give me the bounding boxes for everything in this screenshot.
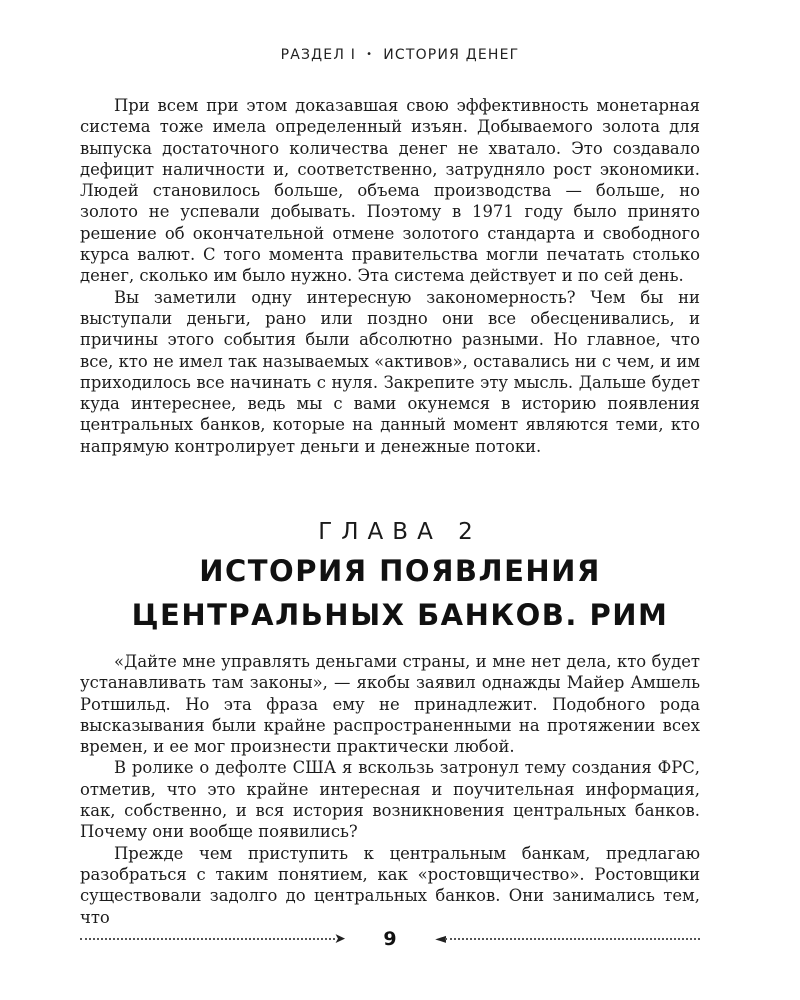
- chapter-label: ГЛАВА 2: [318, 519, 482, 545]
- paragraph: «Дайте мне управлять деньгами страны, и мне нет дела, кто будет устанавливать там законы», — якобы заявил однажды Майер Амшель Ротшильд. Но эта фраза ему не принадлежит. Подобного рода высказывания были крайне распространенными на протяжении всех времен, и ее мог произнести практически любой.: [80, 652, 700, 757]
- bottom-text-block: [80, 651, 700, 928]
- footer-arrow-right-icon: ➤: [334, 931, 346, 947]
- header-section: РАЗДЕЛ I: [280, 47, 357, 63]
- top-text-block: [80, 95, 700, 457]
- chapter-title-line-1: ИСТОРИЯ ПОЯВЛЕНИЯ: [199, 554, 601, 588]
- running-header: [0, 47, 800, 63]
- chapter-title-line-2: ЦЕНТРАЛЬНЫХ БАНКОВ. РИМ: [131, 598, 669, 632]
- page-footer: [80, 927, 700, 951]
- footer-dotted-rule-right: [445, 938, 700, 940]
- chapter-title: [0, 549, 800, 637]
- footer-arrow-left-icon: ◄: [435, 931, 446, 947]
- paragraph: В ролике о дефолте США я вскользь затронул тему создания ФРС, отметив, что это крайне интересная и поучительная информация, как, собственно, и вся история возникновения центральных банков. Почему они вообще появились?: [80, 758, 700, 842]
- page-number: 9: [383, 928, 397, 950]
- header-separator-icon: •: [366, 49, 374, 60]
- paragraph: Вы заметили одну интересную закономерность? Чем бы ни выступали деньги, рано или поздно они все обесценивались, и причины этого события были абсолютно разными. Но главное, что все, кто не имел так называемых «активов», оставались ни с чем, и им приходилось все начинать с нуля. Закрепите эту мысль. Дальше будет куда интереснее, ведь мы с вами окунемся в историю появления центральных банков, которые на данный момент являются теми, кто напрямую контролирует деньги и денежные потоки.: [80, 287, 700, 456]
- paragraph: При всем при этом доказавшая свою эффективность монетарная система тоже имела определенный изъян. Добываемого золота для выпуска достаточного количества денег не хватало. Это создавало дефицит наличности и, соответственно, затрудняло рост экономики. Людей становилось больше, объема производства — больше, но золото не успевали добывать. Поэтому в 1971 году было принято решение об окончательной отмене золотого стандарта и свободного курса валют. С того момента правительства могли печатать столько денег, сколько им было нужно. Эта система действует и по сей день.: [80, 96, 700, 286]
- paragraph: Прежде чем приступить к центральным банкам, предлагаю разобраться с таким понятием, как «ростовщичество». Ростовщики существовали задолго до центральных банков. Они занимались тем, что: [80, 843, 700, 927]
- header-title: ИСТОРИЯ ДЕНЕГ: [383, 47, 520, 63]
